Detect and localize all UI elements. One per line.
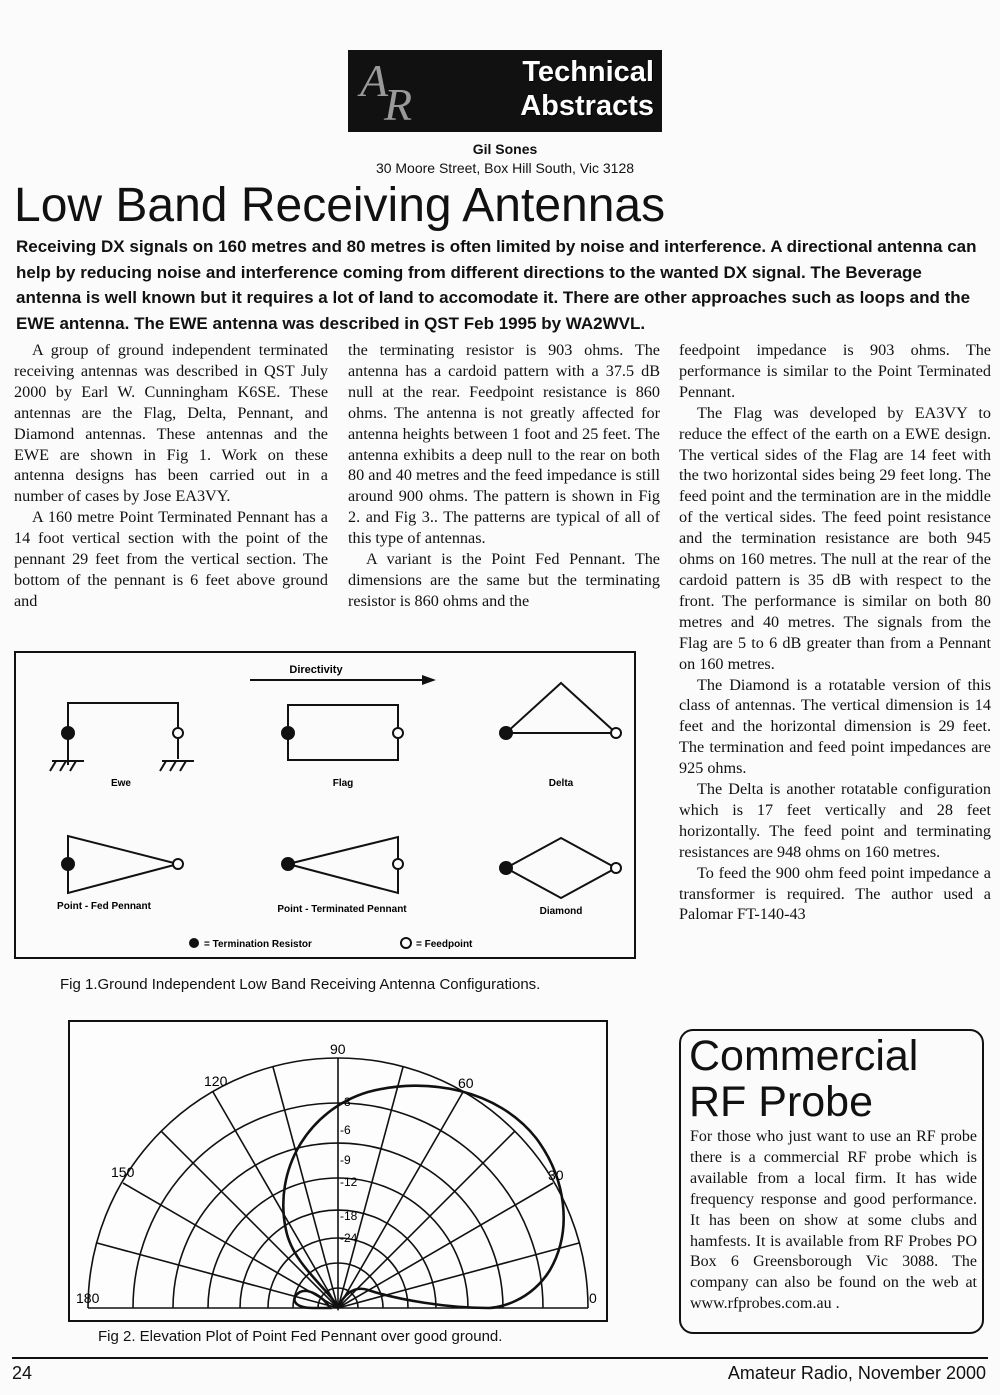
db-label: -3 [340, 1095, 351, 1109]
point-terminated-pennant-label: Point - Terminated Pennant [277, 904, 407, 915]
flag-label: Flag [332, 778, 354, 789]
paragraph: the terminating resistor is 903 ohms. The antenna has a cardoid pattern with a 37.5 dB null at the rear. Feedpoint resistance is 860 ohms. The antenna is not greatly affected for antenna heights between 1 foot and 25 feet. The antenna exhibits a deep null to the rear on both 80 and 40 metres and the feed impedance is still around 900 ohms. The pattern is shown in Fig 2. and Fig 3.. The patterns are typical of all of this type of antennas. [348, 341, 660, 548]
point-fed-pennant-diagram [62, 836, 183, 893]
angle-label-0: 0 [589, 1290, 597, 1306]
angle-label-90: 90 [330, 1041, 346, 1057]
banner-line1: Technical [522, 56, 654, 88]
commercial-rf-probe-box [679, 1029, 984, 1334]
figure-2-elevation-plot [68, 1020, 608, 1322]
termination-legend: = Termination Resistor [204, 939, 312, 950]
banner-line2: Abstracts [520, 90, 654, 122]
page-number: 24 [12, 1363, 33, 1383]
ewe-label: Ewe [110, 778, 132, 789]
diamond-label: Diamond [539, 906, 583, 917]
db-label: -24 [340, 1231, 358, 1245]
figure-1-caption: Fig 1.Ground Independent Low Band Receiving Antenna Configurations. [60, 976, 541, 993]
publication-info: Amateur Radio, November 2000 [727, 1363, 986, 1383]
directivity-label: Directivity [289, 664, 343, 676]
section-banner [348, 50, 662, 132]
diamond-antenna-diagram [500, 838, 621, 898]
angle-label-30: 30 [548, 1167, 564, 1183]
paragraph: feedpoint impedance is 903 ohms. The performance is similar to the Point Terminated Pennant. [679, 341, 991, 401]
delta-label: Delta [548, 778, 574, 789]
paragraph: A group of ground independent terminated receiving antennas was described in QST July 2000 by Earl W. Cunningham K6SE. These antennas are the Flag, Delta, Pennant, and Diamond antennas. These antennas and the EWE are shown in Fig 1. Work on these antenna designs has been carried out in a number of cases by Jose EA3VY. [14, 341, 328, 506]
db-label: -12 [340, 1175, 358, 1189]
ar-logo: A R [360, 55, 413, 130]
author-address: 30 Moore Street, Box Hill South, Vic 3128 [375, 160, 635, 176]
db-label: -18 [340, 1209, 358, 1223]
sidebar-text: For those who just want to use an RF probe there is a commercial RF probe which is available from a local firm. It has wide frequency response and good performance. It has been on show at some clubs and hamfests. It is available from RF Probes PO Box 6 Greensborough Vic 3088. The company can also be found on the web at www.rfprobes.com.au . [690, 1128, 977, 1313]
directivity-arrow [250, 675, 436, 685]
paragraph: The Diamond is a rotatable version of this class of antennas. The vertical dimension is 14 feet and the horizontal dimension is 29 feet. The termination and feed point impedances are 925 ohms. [679, 675, 991, 778]
paragraph: The Delta is another rotatable configuration which is 17 feet vertically and 28 feet horizontally. The feed point and terminating resistances are 948 ohms on 160 metres. [679, 780, 991, 861]
flag-antenna-diagram [282, 705, 403, 760]
ewe-antenna-diagram [50, 703, 194, 771]
figure-1-antenna-configurations [14, 651, 636, 959]
paragraph: To feed the 900 ohm feed point impedance a transformer is required. The author used a Palomar FT-140-43 [679, 863, 991, 924]
termination-symbol [189, 938, 199, 948]
feedpoint-symbol [401, 938, 411, 948]
angle-label-150: 150 [111, 1164, 135, 1180]
feedpoint-legend: = Feedpoint [416, 939, 473, 950]
delta-antenna-diagram [500, 683, 621, 739]
db-label: -6 [340, 1123, 351, 1137]
article-intro: Receiving DX signals on 160 metres and 80 metres is often limited by noise and interference. A directional antenna can help by reducing noise and interference coming from different directions to the wanted DX signal. The Beverage antenna is well known but it requires a lot of land to accomodate it. There are other approaches such as loops and the EWE antenna. The EWE antenna was described in QST Feb 1995 by WA2WVL. [16, 237, 977, 333]
column-1 [14, 340, 328, 612]
angle-label-180: 180 [76, 1290, 100, 1306]
paragraph: A 160 metre Point Terminated Pennant has a 14 foot vertical section with the point of the pennant 29 feet from the vertical section. The bottom of the pennant is 6 feet above ground and [14, 508, 328, 610]
db-label: -9 [340, 1153, 351, 1167]
point-fed-pennant-label: Point - Fed Pennant [57, 901, 151, 912]
angle-label-60: 60 [458, 1075, 474, 1091]
footer-rule [12, 1357, 988, 1359]
figure-2-caption: Fig 2. Elevation Plot of Point Fed Pennant over good ground. [98, 1328, 503, 1345]
column-2 [348, 340, 660, 612]
paragraph: The Flag was developed by EA3VY to reduce the effect of the earth on a EWE design. The vertical sides of the Flag are 14 feet with the two horizontal sides being 29 feet long. The feed point and the termination are in the middle of the vertical sides. The feed point resistance and the termination resistance are both 945 ohms on 160 metres. The null at the rear of the cardoid pattern is 35 dB with respect to the front. The performance is similar on both 80 metres and 40 metres. The signals from the Flag are 5 to 6 dB greater than from a Pennant on 160 metres. [679, 403, 991, 673]
article-title: Low Band Receiving Antennas [14, 179, 666, 232]
angle-label-120: 120 [204, 1073, 228, 1089]
paragraph: A variant is the Point Fed Pennant. The dimensions are the same but the terminating resistor is 860 ohms and the [348, 550, 660, 610]
sidebar-title: Commercial RF Probe [689, 1032, 919, 1126]
point-terminated-pennant-diagram [282, 837, 403, 893]
author-name: Gil Sones [472, 141, 538, 157]
author-block [340, 140, 670, 178]
column-3 [679, 340, 991, 925]
